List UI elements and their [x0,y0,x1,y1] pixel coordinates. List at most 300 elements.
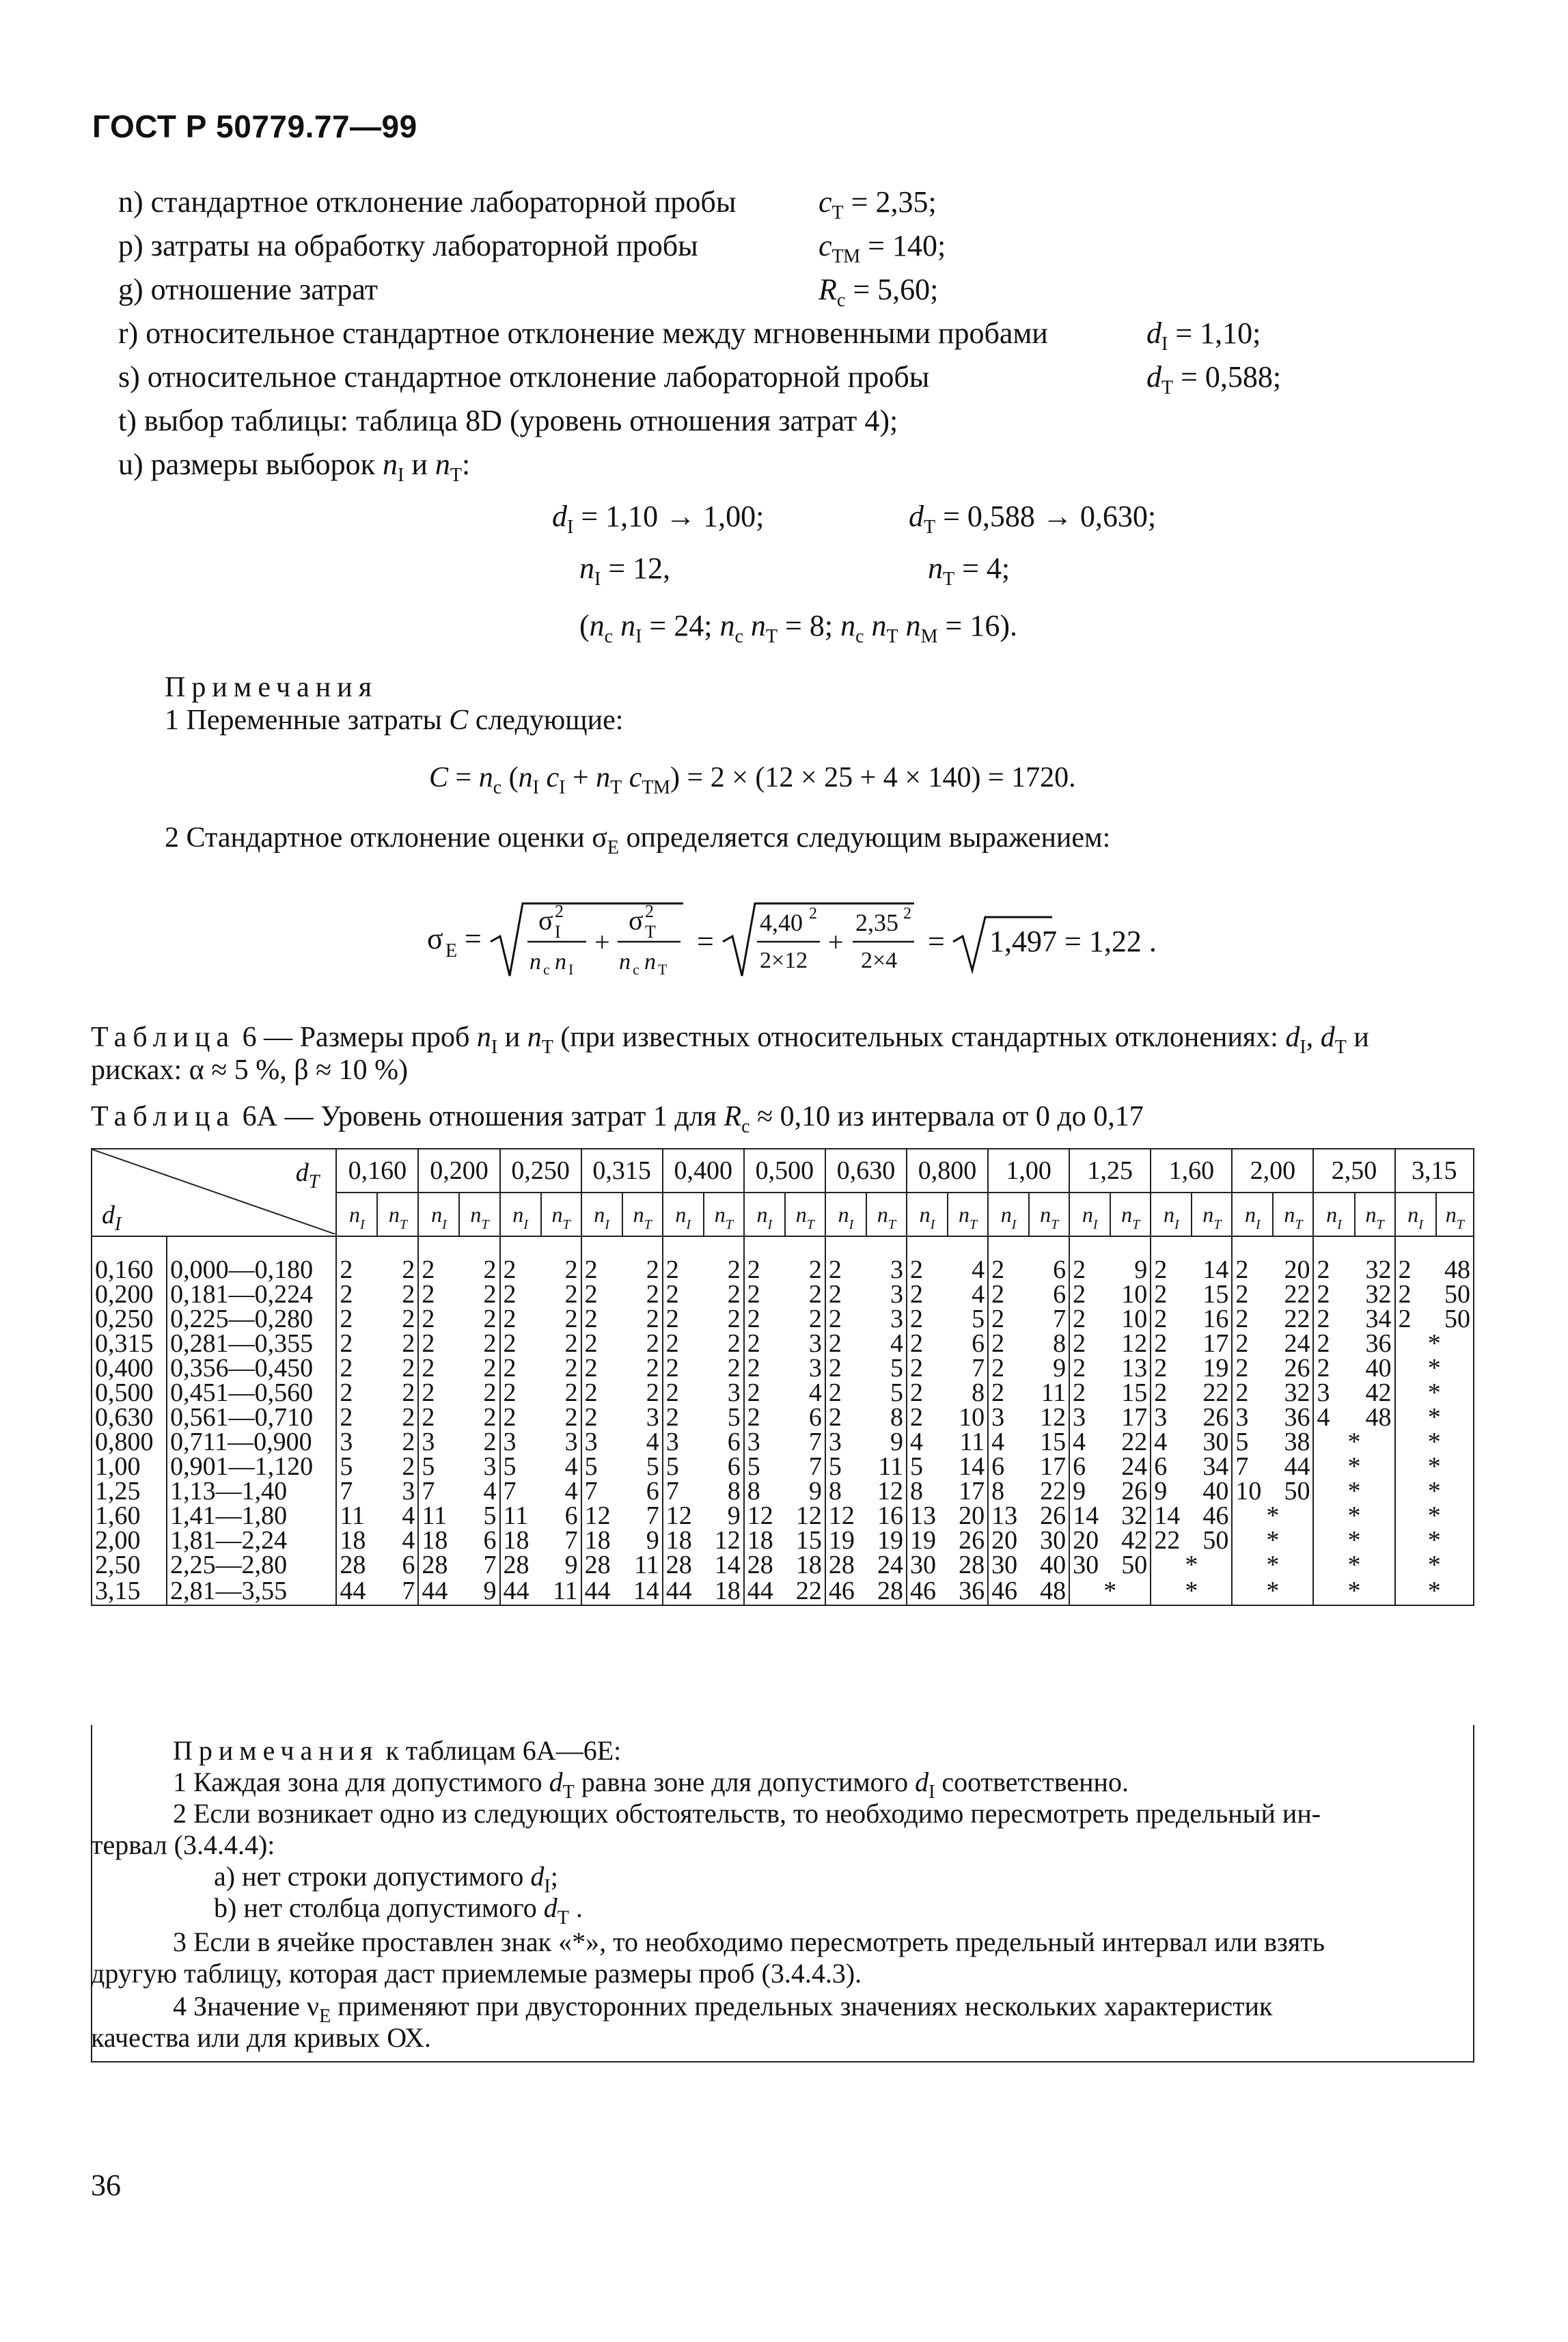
cell-nT: 2 [459,1356,499,1380]
cell-nI: 3 [336,1430,377,1454]
header-nT: $n_T$ [1436,1193,1474,1236]
cell-nI: 2 [418,1380,459,1405]
cell-nI: 46 [988,1577,1029,1605]
header-dT-value: 2,00 [1232,1149,1313,1193]
cell-nT: 3 [704,1380,744,1405]
cell-nI: 2 [1395,1307,1436,1331]
row-dI: 0,250 [92,1307,167,1331]
cell-star: * [1313,1528,1394,1553]
cell-nT: 22 [1192,1380,1232,1405]
table-row [92,1380,1474,1405]
row-dI: 0,630 [92,1405,167,1430]
cell-nI: 28 [336,1553,377,1577]
cell-nI: 2 [744,1356,785,1380]
row-dI: 0,315 [92,1331,167,1356]
cell-nT: 6 [459,1528,499,1553]
cell-nT: 6 [785,1405,825,1430]
cell-nT: 9 [866,1430,907,1454]
cell-nT: 12 [785,1503,825,1528]
cell-nT: 2 [622,1356,663,1380]
cell-nI: 2 [1069,1331,1110,1356]
cell-nT: 32 [1110,1503,1151,1528]
cell-nI: 2 [1069,1282,1110,1307]
header-dT-value: 0,250 [500,1149,581,1193]
table-note-4c: качества или для кривых ОХ. [91,2022,431,2053]
table-row [92,1430,1474,1454]
cell-nT: 22 [1029,1479,1069,1503]
cell-star: * [1232,1553,1313,1577]
cell-nI: 28 [581,1553,622,1577]
cell-nT: 5 [948,1307,988,1331]
cell-nI: 2 [581,1257,622,1282]
header-nT: $n_T$ [1029,1193,1069,1236]
cell-nI: 2 [744,1307,785,1331]
cell-nI: 2 [418,1257,459,1282]
table-6-caption-2: рисках: α ≈ 5 %, β ≈ 10 %) [91,1054,409,1086]
cell-nI: 2 [1232,1356,1273,1380]
cell-nT: 7 [948,1356,988,1380]
cell-nI: 7 [500,1479,541,1503]
svg-text:2: 2 [903,905,911,923]
cell-nI: 2 [663,1307,704,1331]
note-2-text: 2 Стандартное отклонение оценки [165,822,585,854]
cell-nI: 2 [1395,1282,1436,1307]
cell-nT: 48 [1355,1405,1395,1430]
cell-nT: 32 [1355,1282,1395,1307]
header-nI: $n_I$ [1232,1193,1273,1236]
cell-nT: 2 [704,1356,744,1380]
header-nT: $n_T$ [541,1193,581,1236]
row-range: 1,13—1,40 [167,1479,336,1503]
cell-nT: 6 [622,1479,663,1503]
cell-nI: 2 [500,1257,541,1282]
spacer-cell [1313,1236,1394,1257]
cell-nI: 2 [581,1356,622,1380]
cell-nT: 26 [1110,1479,1151,1503]
cell-nI: 2 [744,1380,785,1405]
spacer-cell [1232,1236,1313,1257]
cell-nI: 2 [336,1257,377,1282]
cell-nT: 8 [866,1405,907,1430]
cell-nI: 2 [825,1380,866,1405]
cell-nI: 3 [1313,1380,1354,1405]
cell-nT: 40 [1029,1553,1069,1577]
row-dI: 2,00 [92,1528,167,1553]
header-nI: $n_I$ [418,1193,459,1236]
cell-nT: 6 [1029,1282,1069,1307]
svg-text:c: c [633,961,639,978]
table-note-2c-text: a) нет строки допустимого [214,1861,524,1892]
cell-nI: 2 [581,1405,622,1430]
cell-nT: 3 [541,1430,581,1454]
cell-nT: 6 [541,1503,581,1528]
cell-nI: 2 [988,1307,1029,1331]
cell-nT: 42 [1110,1528,1151,1553]
cell-nT: 4 [377,1528,418,1553]
cell-nI: 22 [1151,1528,1192,1553]
cell-nI: 12 [581,1503,622,1528]
table-row [92,1553,1474,1577]
formula-products: ($n_c$ $n_I = 24$; $n_c$ $n_T = 8$; $n_c$ $n_T$ $n_M = 16$). [579,609,1017,647]
cell-nT: 14 [704,1553,744,1577]
cell-nI: 8 [825,1479,866,1503]
cell-nT: 19 [866,1528,907,1553]
spacer-cell [581,1236,663,1257]
svg-text:σ: σ [538,905,553,936]
cell-nT: 50 [1436,1307,1474,1331]
row-dI: 1,60 [92,1503,167,1528]
header-nI: $n_I$ [500,1193,541,1236]
cell-star: * [1395,1553,1474,1577]
cell-nI: 4 [1313,1405,1354,1430]
cell-nI: 28 [663,1553,704,1577]
cell-nI: 2 [500,1331,541,1356]
header-nT: $n_T$ [1273,1193,1313,1236]
cell-nI: 2 [663,1257,704,1282]
cell-nI: 2 [988,1356,1029,1380]
cell-nI: 2 [336,1405,377,1430]
cell-nT: 6 [377,1553,418,1577]
cell-nT: 2 [541,1405,581,1430]
svg-text:c: c [543,961,550,978]
cell-nI: 12 [663,1503,704,1528]
table-6-text1: 6 — Размеры проб [242,1022,470,1053]
cell-nI: 2 [663,1356,704,1380]
cell-nT: 50 [1436,1282,1474,1307]
cell-star: * [1313,1430,1394,1454]
cell-nT: 11 [541,1577,581,1605]
item-g-value: $R_c = 5,60$; [819,273,939,311]
table-row [92,1307,1474,1331]
cell-nI: 13 [988,1503,1029,1528]
cell-nT: 18 [704,1577,744,1605]
cell-nI: 28 [825,1553,866,1577]
row-range: 0,901—1,120 [167,1454,336,1479]
cell-nI: 3 [418,1430,459,1454]
cell-nI: 2 [825,1282,866,1307]
svg-text:2,35: 2,35 [855,909,898,936]
cell-nT: 2 [377,1430,418,1454]
cell-nI: 2 [744,1282,785,1307]
cell-nI: 14 [1069,1503,1110,1528]
cell-nT: 48 [1436,1257,1474,1282]
cell-nT: 2 [622,1257,663,1282]
cell-nT: 19 [1192,1356,1232,1380]
cell-nT: 7 [785,1454,825,1479]
row-range: 2,81—3,55 [167,1577,336,1605]
cell-nT: 2 [622,1331,663,1356]
cell-nT: 4 [785,1380,825,1405]
cell-nT: 26 [948,1528,988,1553]
formula-nI: $n_I = 12$, [579,552,671,590]
formula-dI: $d_I = 1,10 \to 1,00$; [552,500,765,538]
cell-nT: 22 [1273,1307,1313,1331]
sample-size-table [91,1148,1474,1606]
cell-nI: 2 [1232,1331,1273,1356]
table-row [92,1257,1474,1282]
cell-nT: 36 [1273,1405,1313,1430]
cell-nT: 3 [377,1479,418,1503]
cell-nI: 10 [1232,1479,1273,1503]
cell-nI: 2 [907,1356,948,1380]
cell-nI: 12 [825,1503,866,1528]
cell-nT: 2 [377,1454,418,1479]
cell-nI: 2 [500,1380,541,1405]
cell-nI: 2 [825,1257,866,1282]
cell-nT: 8 [948,1380,988,1405]
cell-nI: 28 [418,1553,459,1577]
spacer-cell [500,1236,581,1257]
cell-nI: 28 [500,1553,541,1577]
svg-text:n: n [619,949,631,975]
header-dT-value: 0,400 [663,1149,744,1193]
cell-nT: 6 [948,1331,988,1356]
cell-nT: 3 [785,1331,825,1356]
cell-nT: 11 [622,1553,663,1577]
spacer-cell [825,1236,907,1257]
spacer-cell [167,1236,336,1257]
header-nT: $n_T$ [948,1193,988,1236]
cell-star: * [1151,1577,1232,1605]
cell-nT: 2 [377,1380,418,1405]
cell-nI: 2 [988,1331,1029,1356]
item-p-value: $c_{ТМ} = 140$; [819,229,946,267]
cell-nI: 4 [988,1430,1029,1454]
cell-star: * [1313,1479,1394,1503]
row-range: 1,41—1,80 [167,1503,336,1528]
table-note-1-text: 1 Каждая зона для допустимого [173,1767,542,1797]
cell-nT: 17 [948,1479,988,1503]
cell-nT: 2 [541,1356,581,1380]
table-note-3b: другую таблицу, которая даст приемлемые размеры проб (3.4.4.3). [91,1958,862,1989]
cell-nI: 12 [744,1503,785,1528]
cell-star: * [1395,1479,1474,1503]
cell-nI: 2 [1069,1356,1110,1380]
table-6a-text: 6А — Уровень отношения затрат 1 для [242,1101,717,1132]
cell-nT: 9 [785,1479,825,1503]
header-dT-value: 0,315 [581,1149,663,1193]
cell-nT: 24 [1110,1454,1151,1479]
cell-nI: 11 [336,1503,377,1528]
cell-nT: 7 [541,1528,581,1553]
cell-nT: 2 [377,1282,418,1307]
note-2: 2 Стандартное отклонение оценки $\sigma_E$ определяется следующим выражением: [165,822,1111,858]
cell-nI: 5 [744,1454,785,1479]
cell-nI: 2 [907,1257,948,1282]
cell-nI: 44 [663,1577,704,1605]
cell-nT: 32 [1355,1257,1395,1282]
header-dT-value: 2,50 [1313,1149,1394,1193]
row-dI: 0,400 [92,1356,167,1380]
cell-nT: 26 [1192,1405,1232,1430]
formula-dT: $d_T = 0,588 \to 0,630$; [909,500,1157,538]
cell-nT: 4 [541,1454,581,1479]
cell-nT: 2 [541,1282,581,1307]
formula-sigma [410,888,1161,984]
row-range: 0,000—0,180 [167,1257,336,1282]
header-nI: $n_I$ [825,1193,866,1236]
note-1-text: 1 Переменные затраты [165,705,442,736]
cell-nI: 2 [418,1331,459,1356]
cell-nT: 2 [541,1257,581,1282]
row-range: 0,356—0,450 [167,1356,336,1380]
cell-nT: 30 [1029,1528,1069,1553]
cell-nT: 7 [785,1430,825,1454]
cell-nI: 2 [336,1356,377,1380]
table-6-caption: Таблица 6 — Размеры проб $n_I$ и $n_T$ (при известных относительных стандартных отклонениях: $d_I$, $d_T$ и [91,1022,1369,1058]
cell-nT: 30 [1192,1430,1232,1454]
svg-text:=: = [928,925,945,958]
cell-nI: 2 [1313,1356,1354,1380]
svg-text:2×4: 2×4 [861,948,898,973]
header-nT: $n_T$ [1110,1193,1151,1236]
item-n-value: $c_T = 2,35$; [819,185,937,223]
cell-nI: 5 [825,1454,866,1479]
svg-text:4,40: 4,40 [760,909,803,936]
header-dT-value: 1,60 [1151,1149,1232,1193]
corner-dI-label: $d_I$ [102,1201,122,1235]
cell-nT: 12 [866,1479,907,1503]
cell-nT: 34 [1192,1454,1232,1479]
cell-nT: 48 [1029,1577,1069,1605]
cell-nT: 17 [1192,1331,1232,1356]
header-dT-value: 0,630 [825,1149,907,1193]
cell-nI: 5 [1232,1430,1273,1454]
cell-nI: 20 [988,1528,1029,1553]
cell-nI: 18 [418,1528,459,1553]
cell-nT: 17 [1029,1454,1069,1479]
row-range: 0,281—0,355 [167,1331,336,1356]
cell-nI: 18 [336,1528,377,1553]
cell-nI: 11 [418,1503,459,1528]
cell-nT: 4 [377,1503,418,1528]
cell-nI: 14 [1151,1503,1192,1528]
cell-nI: 46 [825,1577,866,1605]
cell-nI: 44 [336,1577,377,1605]
cell-nT: 3 [866,1282,907,1307]
cell-nI: 30 [988,1553,1029,1577]
cell-nT: 16 [1192,1307,1232,1331]
cell-nI: 2 [1232,1282,1273,1307]
table-note-2c: a) нет строки допустимого $d_I$; [214,1861,558,1897]
cell-nT: 14 [948,1454,988,1479]
cell-nI: 2 [500,1307,541,1331]
svg-text:=: = [465,922,482,955]
cell-nT: 6 [1029,1257,1069,1282]
cell-nT: 9 [704,1503,744,1528]
row-dI: 1,25 [92,1479,167,1503]
table-row [92,1282,1474,1307]
cell-star: * [1232,1528,1313,1553]
cell-nT: 9 [459,1577,499,1605]
header-nT: $n_T$ [704,1193,744,1236]
cell-nI: 3 [500,1430,541,1454]
cell-nI: 30 [1069,1553,1110,1577]
cell-star: * [1395,1503,1474,1528]
cell-nT: 5 [459,1503,499,1528]
cell-nT: 2 [377,1356,418,1380]
cell-nI: 2 [581,1331,622,1356]
row-range: 0,561—0,710 [167,1405,336,1430]
cell-nT: 8 [1029,1331,1069,1356]
cell-nI: 18 [581,1528,622,1553]
cell-nI: 6 [1069,1454,1110,1479]
cell-nI: 5 [336,1454,377,1479]
cell-nT: 10 [948,1405,988,1430]
cell-nI: 2 [1151,1380,1192,1405]
svg-text:I: I [568,961,574,978]
cell-nT: 7 [459,1553,499,1577]
cell-nI: 20 [1069,1528,1110,1553]
table-row [92,1503,1474,1528]
cell-nI: 2 [418,1356,459,1380]
cell-nT: 18 [785,1553,825,1577]
cell-star: * [1395,1405,1474,1430]
header-nI: $n_I$ [1151,1193,1192,1236]
cell-nI: 2 [1313,1282,1354,1307]
header-dT-value: 0,200 [418,1149,499,1193]
svg-text:n: n [644,949,656,975]
cell-nI: 9 [1069,1479,1110,1503]
cell-nI: 4 [1151,1430,1192,1454]
cell-nI: 19 [825,1528,866,1553]
spacer-cell [418,1236,499,1257]
row-range: 0,451—0,560 [167,1380,336,1405]
table-row [92,1356,1474,1380]
table-6-label: Таблица [91,1022,236,1053]
table-note-2a: 2 Если возникает одно из следующих обстоятельств, то необходимо пересмотреть предельный ин- [173,1798,1321,1829]
row-range: 0,711—0,900 [167,1430,336,1454]
table-note-2d: b) нет столбца допустимого $d_T$ . [214,1892,583,1929]
cell-nT: 36 [948,1577,988,1605]
cell-nT: 15 [1192,1282,1232,1307]
cell-nT: 5 [622,1454,663,1479]
cell-nT: 3 [622,1405,663,1430]
cell-nT: 2 [622,1380,663,1405]
cell-nI: 3 [1151,1405,1192,1430]
cell-nI: 2 [1313,1307,1354,1331]
cell-nT: 50 [1192,1528,1232,1553]
cell-nI: 46 [907,1577,948,1605]
cell-nT: 50 [1273,1479,1313,1503]
cell-nT: 32 [1273,1380,1313,1405]
cell-star: * [1313,1553,1394,1577]
spacer-cell [336,1236,418,1257]
spacer-cell [744,1236,825,1257]
header-nI: $n_I$ [988,1193,1029,1236]
svg-text:+: + [828,927,844,957]
cell-nT: 12 [1029,1405,1069,1430]
cell-nI: 2 [825,1331,866,1356]
cell-nI: 2 [663,1380,704,1405]
header-nI: $n_I$ [744,1193,785,1236]
table-6a-caption: Таблица 6А — Уровень отношения затрат 1 для $R_c \approx 0,10$ из интервала от 0 до 0,17 [91,1101,1144,1137]
table-row [92,1577,1474,1605]
cell-nT: 15 [1110,1380,1151,1405]
row-dI: 0,800 [92,1430,167,1454]
cell-nI: 2 [907,1380,948,1405]
cell-nI: 2 [1069,1257,1110,1282]
header-nI: $n_I$ [663,1193,704,1236]
cell-nT: 2 [704,1307,744,1331]
cell-nI: 2 [581,1307,622,1331]
cell-nT: 10 [1110,1282,1151,1307]
row-range: 1,81—2,24 [167,1528,336,1553]
cell-nI: 7 [1232,1454,1273,1479]
header-dT-value: 0,160 [336,1149,418,1193]
table-note-2b: тервал (3.4.4.4): [91,1829,275,1860]
cell-nI: 6 [988,1454,1029,1479]
